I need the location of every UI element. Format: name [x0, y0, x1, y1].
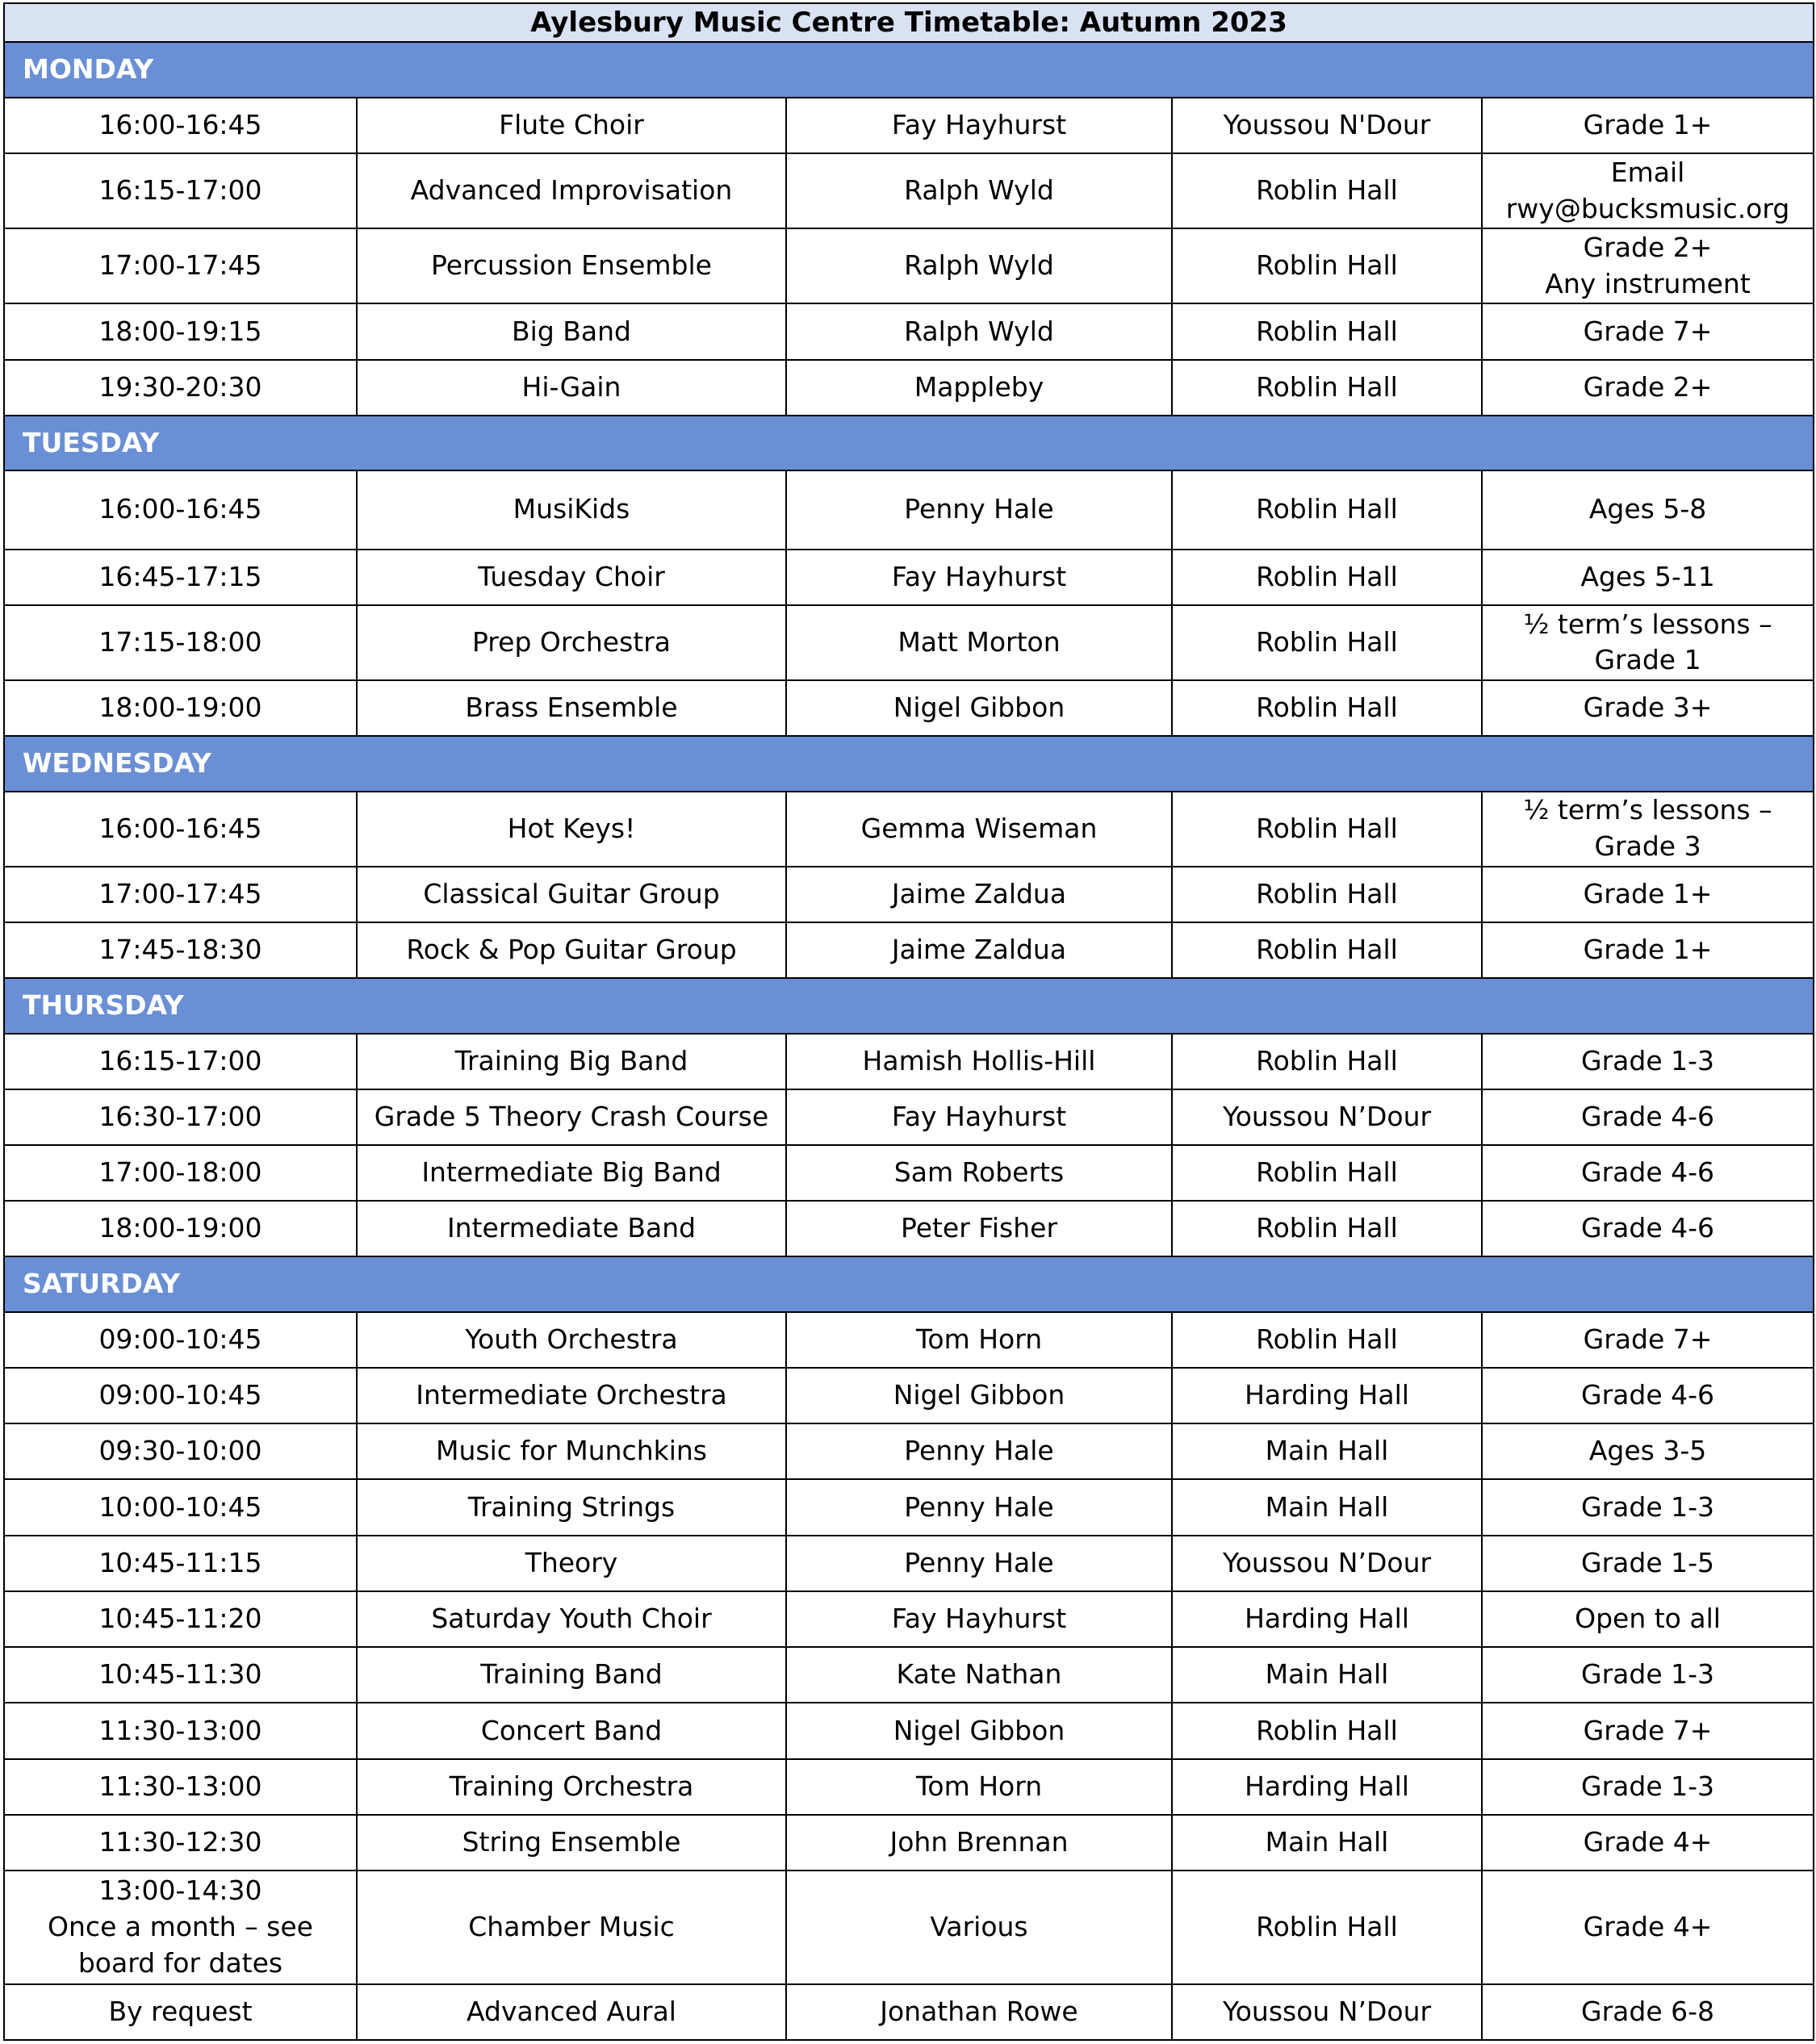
cell-tutor: Nigel Gibbon	[786, 1703, 1172, 1758]
cell-time: 16:15-17:00	[4, 1034, 357, 1089]
cell-room: Youssou N'Dour	[1172, 98, 1482, 153]
cell-tutor: Penny Hale	[786, 470, 1172, 549]
cell-tutor: Fay Hayhurst	[786, 1591, 1172, 1647]
cell-activity: Prep Orchestra	[357, 605, 786, 680]
cell-room: Harding Hall	[1172, 1759, 1482, 1815]
cell-activity: Concert Band	[357, 1703, 786, 1758]
cell-time: 10:45-11:20	[4, 1591, 357, 1647]
cell-room: Roblin Hall	[1172, 1034, 1482, 1089]
cell-tutor: Ralph Wyld	[786, 153, 1172, 228]
cell-level: Grade 1-3	[1482, 1034, 1814, 1089]
cell-activity: Theory	[357, 1536, 786, 1591]
cell-activity: String Ensemble	[357, 1815, 786, 1871]
cell-tutor: Penny Hale	[786, 1479, 1172, 1535]
cell-room: Roblin Hall	[1172, 228, 1482, 303]
cell-level: Grade 1-3	[1482, 1647, 1814, 1703]
table-row	[4, 1536, 1814, 1591]
cell-room: Main Hall	[1172, 1815, 1482, 1871]
cell-tutor: Various	[786, 1871, 1172, 1983]
table-row	[4, 303, 1814, 359]
cell-activity: Advanced Improvisation	[357, 153, 786, 228]
cell-tutor: Ralph Wyld	[786, 303, 1172, 359]
cell-room: Roblin Hall	[1172, 1201, 1482, 1256]
cell-tutor: Fay Hayhurst	[786, 1089, 1172, 1145]
cell-tutor: Jonathan Rowe	[786, 1984, 1172, 2040]
cell-time: By request	[4, 1984, 357, 2040]
cell-room: Roblin Hall	[1172, 922, 1482, 978]
cell-activity: Grade 5 Theory Crash Course	[357, 1089, 786, 1145]
cell-level: Grade 4-6	[1482, 1145, 1814, 1201]
cell-level: Grade 4-6	[1482, 1201, 1814, 1256]
cell-time: 16:15-17:00	[4, 153, 357, 228]
cell-time: 16:00-16:45	[4, 470, 357, 549]
cell-tutor: Nigel Gibbon	[786, 1368, 1172, 1423]
cell-tutor: Matt Morton	[786, 605, 1172, 680]
day-label: THURSDAY	[4, 978, 1814, 1033]
cell-room: Roblin Hall	[1172, 1312, 1482, 1368]
table-row	[4, 1647, 1814, 1703]
cell-activity: Training Orchestra	[357, 1759, 786, 1815]
cell-time: 17:00-18:00	[4, 1145, 357, 1201]
day-header-wednesday	[4, 736, 1814, 791]
cell-room: Main Hall	[1172, 1647, 1482, 1703]
table-row	[4, 360, 1814, 416]
table-row	[4, 1479, 1814, 1535]
cell-level: Grade 1-5	[1482, 1536, 1814, 1591]
cell-tutor: Jaime Zaldua	[786, 922, 1172, 978]
cell-level: Grade 2+ Any instrument	[1482, 228, 1814, 303]
table-row	[4, 98, 1814, 153]
table-row	[4, 1089, 1814, 1145]
cell-activity: Advanced Aural	[357, 1984, 786, 2040]
day-header-saturday	[4, 1256, 1814, 1311]
table-row	[4, 1201, 1814, 1256]
cell-level: ½ term’s lessons – Grade 3	[1482, 792, 1814, 867]
table-row	[4, 1145, 1814, 1201]
day-header-tuesday	[4, 416, 1814, 470]
day-label: SATURDAY	[4, 1256, 1814, 1311]
day-header-monday	[4, 42, 1814, 97]
cell-activity: Youth Orchestra	[357, 1312, 786, 1368]
cell-tutor: Kate Nathan	[786, 1647, 1172, 1703]
cell-activity: Training Big Band	[357, 1034, 786, 1089]
cell-level: Grade 7+	[1482, 1703, 1814, 1758]
cell-time: 18:00-19:00	[4, 1201, 357, 1256]
cell-time: 10:45-11:15	[4, 1536, 357, 1591]
cell-level: Ages 5-8	[1482, 470, 1814, 549]
table-row	[4, 1703, 1814, 1758]
cell-level: Open to all	[1482, 1591, 1814, 1647]
cell-time: 09:30-10:00	[4, 1423, 357, 1479]
timetable	[3, 2, 1814, 2041]
day-label: WEDNESDAY	[4, 736, 1814, 791]
day-label: MONDAY	[4, 42, 1814, 97]
table-row	[4, 1034, 1814, 1089]
cell-activity: Big Band	[357, 303, 786, 359]
cell-tutor: Fay Hayhurst	[786, 98, 1172, 153]
cell-time: 11:30-13:00	[4, 1703, 357, 1758]
cell-room: Harding Hall	[1172, 1368, 1482, 1423]
cell-time: 11:30-13:00	[4, 1759, 357, 1815]
table-row	[4, 1312, 1814, 1368]
cell-activity: Music for Munchkins	[357, 1423, 786, 1479]
cell-room: Main Hall	[1172, 1479, 1482, 1535]
cell-level: Grade 7+	[1482, 1312, 1814, 1368]
cell-tutor: Peter Fisher	[786, 1201, 1172, 1256]
cell-tutor: Penny Hale	[786, 1423, 1172, 1479]
cell-room: Roblin Hall	[1172, 550, 1482, 605]
cell-room: Roblin Hall	[1172, 1145, 1482, 1201]
cell-room: Roblin Hall	[1172, 470, 1482, 549]
cell-room: Roblin Hall	[1172, 867, 1482, 922]
cell-activity: Training Band	[357, 1647, 786, 1703]
cell-tutor: John Brennan	[786, 1815, 1172, 1871]
cell-tutor: Tom Horn	[786, 1759, 1172, 1815]
cell-room: Roblin Hall	[1172, 605, 1482, 680]
cell-activity: MusiKids	[357, 470, 786, 549]
cell-time: 10:00-10:45	[4, 1479, 357, 1535]
table-row	[4, 470, 1814, 549]
cell-tutor: Mappleby	[786, 360, 1172, 416]
cell-time: 10:45-11:30	[4, 1647, 357, 1703]
cell-time: 17:00-17:45	[4, 867, 357, 922]
table-row	[4, 1984, 1814, 2040]
cell-time: 13:00-14:30 Once a month – see board for dates	[4, 1871, 357, 1983]
cell-level: ½ term’s lessons – Grade 1	[1482, 605, 1814, 680]
cell-activity: Saturday Youth Choir	[357, 1591, 786, 1647]
cell-level: Grade 1+	[1482, 867, 1814, 922]
cell-time: 11:30-12:30	[4, 1815, 357, 1871]
cell-tutor: Hamish Hollis-Hill	[786, 1034, 1172, 1089]
cell-level: Grade 4-6	[1482, 1368, 1814, 1423]
cell-time: 18:00-19:00	[4, 680, 357, 736]
cell-room: Youssou N’Dour	[1172, 1984, 1482, 2040]
cell-level: Grade 1+	[1482, 98, 1814, 153]
table-row	[4, 922, 1814, 978]
cell-time: 17:45-18:30	[4, 922, 357, 978]
cell-level: Grade 4-6	[1482, 1089, 1814, 1145]
cell-activity: Flute Choir	[357, 98, 786, 153]
cell-tutor: Nigel Gibbon	[786, 680, 1172, 736]
table-row	[4, 867, 1814, 922]
cell-level: Grade 2+	[1482, 360, 1814, 416]
cell-time: 17:15-18:00	[4, 605, 357, 680]
cell-room: Youssou N’Dour	[1172, 1089, 1482, 1145]
table-row	[4, 792, 1814, 867]
cell-level: Email rwy@bucksmusic.org	[1482, 153, 1814, 228]
table-row	[4, 1871, 1814, 1983]
cell-level: Grade 4+	[1482, 1815, 1814, 1871]
cell-room: Youssou N’Dour	[1172, 1536, 1482, 1591]
cell-room: Roblin Hall	[1172, 792, 1482, 867]
cell-room: Main Hall	[1172, 1423, 1482, 1479]
cell-level: Grade 4+	[1482, 1871, 1814, 1983]
table-row	[4, 1759, 1814, 1815]
cell-activity: Tuesday Choir	[357, 550, 786, 605]
table-row	[4, 1591, 1814, 1647]
cell-activity: Hot Keys!	[357, 792, 786, 867]
table-row	[4, 605, 1814, 680]
table-row	[4, 228, 1814, 303]
title-row	[4, 3, 1814, 42]
cell-room: Harding Hall	[1172, 1591, 1482, 1647]
cell-activity: Brass Ensemble	[357, 680, 786, 736]
cell-time: 09:00-10:45	[4, 1312, 357, 1368]
table-row	[4, 1368, 1814, 1423]
cell-activity: Intermediate Band	[357, 1201, 786, 1256]
cell-activity: Chamber Music	[357, 1871, 786, 1983]
day-header-thursday	[4, 978, 1814, 1033]
cell-time: 16:00-16:45	[4, 98, 357, 153]
page-title: Aylesbury Music Centre Timetable: Autumn 2023	[4, 3, 1814, 42]
cell-level: Grade 1-3	[1482, 1479, 1814, 1535]
cell-time: 17:00-17:45	[4, 228, 357, 303]
cell-time: 16:30-17:00	[4, 1089, 357, 1145]
cell-room: Roblin Hall	[1172, 303, 1482, 359]
cell-activity: Classical Guitar Group	[357, 867, 786, 922]
cell-tutor: Fay Hayhurst	[786, 550, 1172, 605]
table-row	[4, 680, 1814, 736]
cell-time: 19:30-20:30	[4, 360, 357, 416]
cell-time: 16:45-17:15	[4, 550, 357, 605]
cell-level: Grade 1-3	[1482, 1759, 1814, 1815]
table-row	[4, 153, 1814, 228]
cell-room: Roblin Hall	[1172, 153, 1482, 228]
cell-room: Roblin Hall	[1172, 360, 1482, 416]
day-label: TUESDAY	[4, 416, 1814, 470]
cell-tutor: Gemma Wiseman	[786, 792, 1172, 867]
cell-level: Grade 3+	[1482, 680, 1814, 736]
cell-level: Ages 3-5	[1482, 1423, 1814, 1479]
cell-tutor: Ralph Wyld	[786, 228, 1172, 303]
table-row	[4, 550, 1814, 605]
cell-activity: Training Strings	[357, 1479, 786, 1535]
cell-tutor: Penny Hale	[786, 1536, 1172, 1591]
cell-tutor: Sam Roberts	[786, 1145, 1172, 1201]
cell-level: Ages 5-11	[1482, 550, 1814, 605]
cell-activity: Percussion Ensemble	[357, 228, 786, 303]
cell-tutor: Jaime Zaldua	[786, 867, 1172, 922]
cell-level: Grade 7+	[1482, 303, 1814, 359]
cell-room: Roblin Hall	[1172, 1871, 1482, 1983]
cell-activity: Hi-Gain	[357, 360, 786, 416]
table-row	[4, 1815, 1814, 1871]
cell-room: Roblin Hall	[1172, 1703, 1482, 1758]
cell-activity: Rock & Pop Guitar Group	[357, 922, 786, 978]
table-row	[4, 1423, 1814, 1479]
cell-activity: Intermediate Big Band	[357, 1145, 786, 1201]
cell-time: 18:00-19:15	[4, 303, 357, 359]
cell-tutor: Tom Horn	[786, 1312, 1172, 1368]
cell-time: 16:00-16:45	[4, 792, 357, 867]
cell-time: 09:00-10:45	[4, 1368, 357, 1423]
cell-level: Grade 1+	[1482, 922, 1814, 978]
cell-room: Roblin Hall	[1172, 680, 1482, 736]
cell-level: Grade 6-8	[1482, 1984, 1814, 2040]
cell-activity: Intermediate Orchestra	[357, 1368, 786, 1423]
